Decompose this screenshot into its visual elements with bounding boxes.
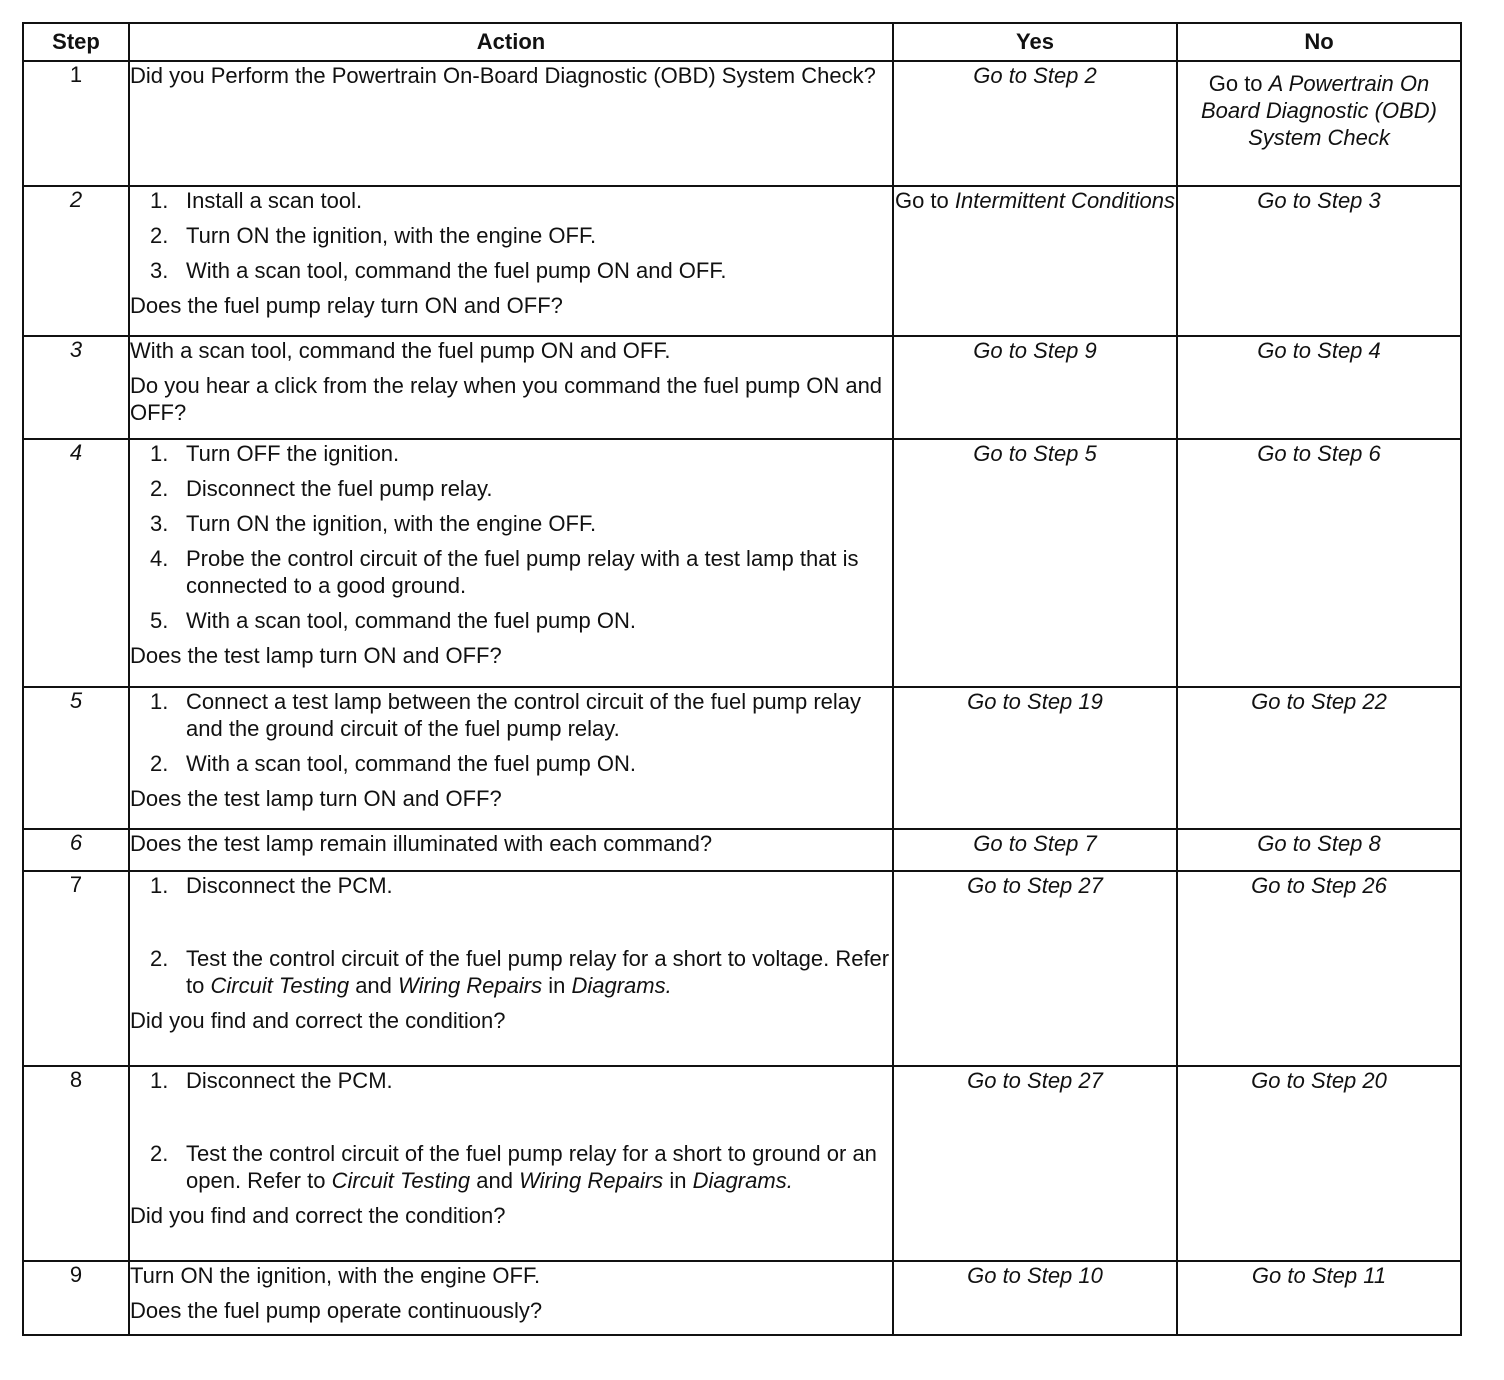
ref-diagrams: Diagrams bbox=[692, 1168, 787, 1193]
ref-circuit-testing: Circuit Testing bbox=[331, 1168, 471, 1193]
yes-link: Intermittent Conditions bbox=[954, 188, 1176, 213]
no-cell: Go to Step 4 bbox=[1177, 336, 1461, 439]
action-question: Does the test lamp turn ON and OFF? bbox=[130, 786, 502, 811]
list-item: 2. Test the control circuit of the fuel pump relay for a short to ground or an open. Refer to Circuit Testing and Wiring Repairs in Diagrams. bbox=[150, 1141, 877, 1193]
yes-cell: Go to Step 10 bbox=[893, 1261, 1177, 1335]
step-number: 7 bbox=[23, 871, 129, 1066]
action-question: Does the test lamp remain illuminated with each command? bbox=[130, 831, 713, 856]
action-cell bbox=[129, 336, 893, 439]
step-number: 6 bbox=[23, 829, 129, 871]
action-cell bbox=[129, 186, 893, 336]
list-item: 1. Turn OFF the ignition. bbox=[150, 441, 400, 466]
action-text: With a scan tool, command the fuel pump ON and OFF. bbox=[130, 338, 671, 363]
action-question: Did you find and correct the condition? bbox=[130, 1008, 506, 1033]
table-row bbox=[23, 687, 1461, 829]
action-list bbox=[130, 1067, 892, 1194]
table-row bbox=[23, 61, 1461, 186]
step-number: 1 bbox=[23, 61, 129, 186]
header-no: No bbox=[1177, 23, 1461, 61]
no-cell: Go to Step 22 bbox=[1177, 687, 1461, 829]
list-item: 5. With a scan tool, command the fuel pump ON. bbox=[150, 608, 636, 633]
header-step: Step bbox=[23, 23, 129, 61]
action-cell bbox=[129, 829, 893, 871]
list-item: 1. Disconnect the PCM. bbox=[150, 1068, 393, 1093]
action-list bbox=[130, 187, 892, 284]
action-list bbox=[130, 688, 892, 777]
action-cell bbox=[129, 871, 893, 1066]
no-cell: Go to Step 6 bbox=[1177, 439, 1461, 687]
action-question: Does the fuel pump relay turn ON and OFF? bbox=[130, 293, 563, 318]
action-question: Did you find and correct the condition? bbox=[130, 1203, 506, 1228]
table-row bbox=[23, 871, 1461, 1066]
list-item: 2. With a scan tool, command the fuel pump ON. bbox=[150, 751, 636, 776]
action-question: Does the test lamp turn ON and OFF? bbox=[130, 643, 502, 668]
action-cell bbox=[129, 1261, 893, 1335]
list-item: 2. Test the control circuit of the fuel pump relay for a short to voltage. Refer to Circuit Testing and Wiring Repairs in Diagrams. bbox=[150, 946, 890, 998]
list-item: 1. Connect a test lamp between the control circuit of the fuel pump relay and the ground circuit of the fuel pump relay. bbox=[150, 689, 862, 741]
action-question: Did you Perform the Powertrain On-Board Diagnostic (OBD) System Check? bbox=[130, 63, 876, 88]
list-item: 1. Install a scan tool. bbox=[150, 188, 363, 213]
yes-cell: Go to Step 19 bbox=[893, 687, 1177, 829]
list-item: 3. With a scan tool, command the fuel pump ON and OFF. bbox=[150, 258, 727, 283]
no-cell: Go to Step 26 bbox=[1177, 871, 1461, 1066]
no-cell: Go to Step 3 bbox=[1177, 186, 1461, 336]
action-list bbox=[130, 440, 892, 634]
action-question: Does the fuel pump operate continuously? bbox=[130, 1298, 543, 1323]
no-cell bbox=[1177, 61, 1461, 186]
no-prefix: Go to bbox=[1208, 71, 1263, 96]
step-number: 4 bbox=[23, 439, 129, 687]
step-number: 9 bbox=[23, 1261, 129, 1335]
yes-cell bbox=[893, 186, 1177, 336]
no-cell: Go to Step 20 bbox=[1177, 1066, 1461, 1261]
table-row bbox=[23, 829, 1461, 871]
yes-cell: Go to Step 7 bbox=[893, 829, 1177, 871]
list-item: 1. Disconnect the PCM. bbox=[150, 873, 393, 898]
no-cell: Go to Step 11 bbox=[1177, 1261, 1461, 1335]
step-number: 8 bbox=[23, 1066, 129, 1261]
yes-cell: Go to Step 27 bbox=[893, 1066, 1177, 1261]
yes-cell: Go to Step 5 bbox=[893, 439, 1177, 687]
table-row bbox=[23, 439, 1461, 687]
table-row bbox=[23, 336, 1461, 439]
header-row bbox=[23, 23, 1461, 61]
action-question: Do you hear a click from the relay when you command the fuel pump ON and OFF? bbox=[130, 373, 883, 425]
no-link: A Powertrain On Board Diagnostic (OBD) System Check bbox=[1201, 71, 1437, 150]
ref-diagrams: Diagrams bbox=[571, 973, 666, 998]
table-row bbox=[23, 1261, 1461, 1335]
yes-cell: Go to Step 27 bbox=[893, 871, 1177, 1066]
action-text: Turn ON the ignition, with the engine OFF. bbox=[130, 1263, 541, 1288]
list-item: 2. Turn ON the ignition, with the engine OFF. bbox=[150, 223, 597, 248]
table-row bbox=[23, 186, 1461, 336]
ref-circuit-testing: Circuit Testing bbox=[210, 973, 350, 998]
no-cell: Go to Step 8 bbox=[1177, 829, 1461, 871]
action-list bbox=[130, 872, 892, 999]
list-item: 2. Disconnect the fuel pump relay. bbox=[150, 476, 493, 501]
diagnostic-table bbox=[22, 22, 1462, 1336]
action-cell bbox=[129, 1066, 893, 1261]
action-cell bbox=[129, 61, 893, 186]
step-number: 5 bbox=[23, 687, 129, 829]
ref-wiring-repairs: Wiring Repairs bbox=[519, 1168, 664, 1193]
table-row bbox=[23, 1066, 1461, 1261]
header-yes: Yes bbox=[893, 23, 1177, 61]
step-number: 2 bbox=[23, 186, 129, 336]
list-item: 4. Probe the control circuit of the fuel pump relay with a test lamp that is connected to a good ground. bbox=[150, 546, 859, 598]
header-action: Action bbox=[129, 23, 893, 61]
yes-cell: Go to Step 9 bbox=[893, 336, 1177, 439]
yes-cell: Go to Step 2 bbox=[893, 61, 1177, 186]
yes-prefix: Go to bbox=[894, 188, 949, 213]
action-cell bbox=[129, 687, 893, 829]
step-number: 3 bbox=[23, 336, 129, 439]
ref-wiring-repairs: Wiring Repairs bbox=[398, 973, 543, 998]
list-item: 3. Turn ON the ignition, with the engine OFF. bbox=[150, 511, 597, 536]
action-cell bbox=[129, 439, 893, 687]
